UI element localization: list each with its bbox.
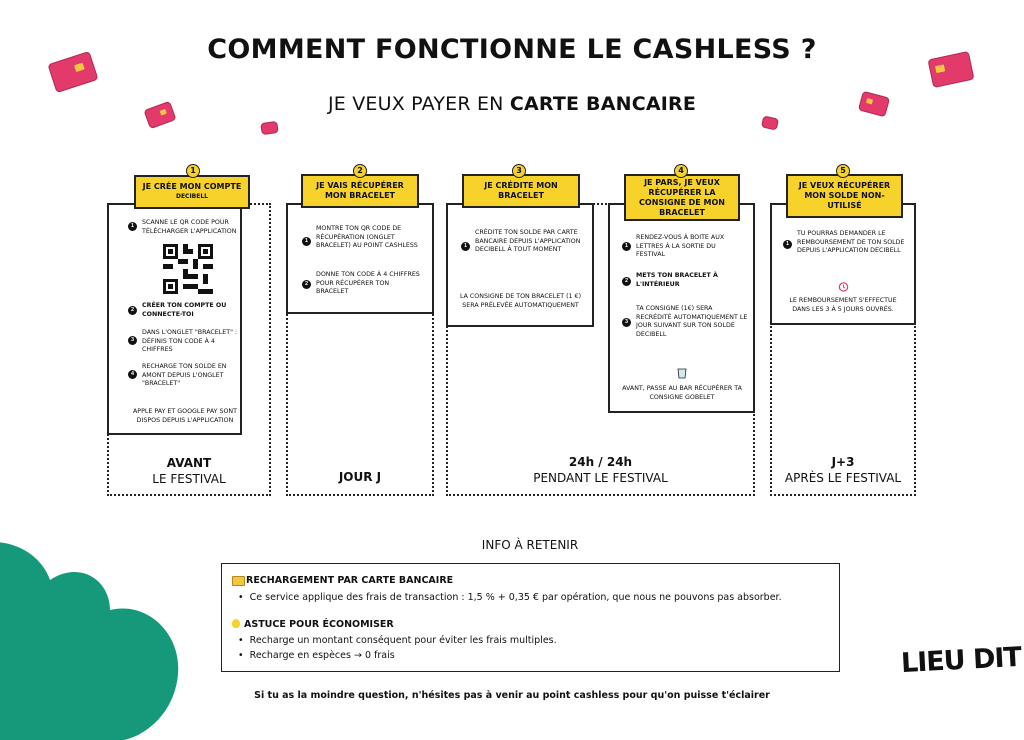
- bullet-1: 1: [302, 237, 311, 246]
- step-1-item-2: CRÉER TON COMPTE OU CONNECTE-TOI: [142, 302, 227, 318]
- step-number-2: 2: [353, 164, 367, 178]
- step-tag-5: JE VEUX RÉCUPÉRER MON SOLDE NON-UTILISÉ: [786, 174, 903, 218]
- bullet-3: 3: [128, 336, 137, 345]
- section1-item: • Ce service applique des frais de transaction : 1,5 % + 0,35 € par opération, que nous ne pouvons pas absorber.: [238, 592, 782, 603]
- timeline-avant: AVANT LE FESTIVAL: [152, 456, 226, 486]
- step-3-note: LA CONSIGNE DE TON BRACELET (1 €) SERA PRÉLEVÉE AUTOMATIQUEMENT: [459, 293, 582, 309]
- lieu-dit-logo: LIEU DIT: [900, 641, 1022, 680]
- footer-text: Si tu as la moindre question, n'hésites pas à venir au point cashless pour qu'on puisse t'éclairer: [254, 690, 770, 701]
- step-tag-3: JE CRÉDITE MON BRACELET: [462, 174, 580, 208]
- card-emoji-icon: [232, 576, 245, 586]
- timeline-pendant: 24h / 24h PENDANT LE FESTIVAL: [533, 455, 668, 485]
- credit-card-icon: [762, 117, 778, 130]
- step-1-item-1: SCANNE LE QR CODE POUR TÉLÉCHARGER L'APPLICATION: [142, 219, 237, 235]
- lightbulb-icon: [232, 619, 240, 628]
- step-tag-4: JE PARS, JE VEUX RÉCUPÉRER LA CONSIGNE DE MON BRACELET: [624, 174, 740, 221]
- step-number-4: 4: [674, 164, 688, 178]
- step-2-item-2: DONNE TON CODE À 4 CHIFFRES POUR RÉCUPÉRER TON BRACELET: [316, 271, 420, 295]
- step-4-item-1: RENDEZ-VOUS À BOITE AUX LETTRES À LA SORTIE DU FESTIVAL: [636, 234, 725, 258]
- step-4-item-3: TA CONSIGNE (1€) SERA RECRÉDITÉ AUTOMATIQUEMENT LE JOUR SUIVANT SUR TON SOLDE DECIBELL: [636, 305, 748, 338]
- step-4-item-2: METS TON BRACELET À L'INTÉRIEUR: [636, 272, 718, 288]
- step-box-1: [107, 203, 242, 435]
- step-number-3: 3: [512, 164, 526, 178]
- step-1-item-3: DANS L'ONGLET "BRACELET" : DÉFINIS TON CODE À 4 CHIFFRES: [142, 329, 238, 353]
- step-5-note: LE REMBOURSEMENT S'EFFECTUE DANS LES 3 À 5 JOURS OUVRÉS.: [789, 297, 897, 313]
- info-box: [221, 563, 840, 672]
- bullet-3: 3: [622, 318, 631, 327]
- step-number-5: 5: [836, 164, 850, 178]
- step-tag-1: JE CRÉE MON COMPTE DECIBELL: [134, 175, 250, 209]
- section2-item: • Recharge un montant conséquent pour éviter les frais multiples.: [238, 635, 557, 646]
- bullet-1: 1: [461, 242, 470, 251]
- step-number-1: 1: [186, 164, 200, 178]
- timeline-jour-j: JOUR J: [338, 470, 382, 484]
- cup-icon: [676, 367, 688, 379]
- bullet-4: 4: [128, 370, 137, 379]
- step-box-2: [286, 203, 434, 314]
- info-title: INFO À RETENIR: [481, 538, 579, 552]
- bullet-2: 2: [128, 306, 137, 315]
- timeline-apres: J+3 APRÈS LE FESTIVAL: [784, 455, 902, 485]
- step-5-item-1: TU POURRAS DEMANDER LE REMBOURSEMENT DE TON SOLDE DEPUIS L'APPLICATION DECIBELL: [797, 230, 905, 254]
- page-subtitle: JE VEUX PAYER EN CARTE BANCAIRE: [327, 93, 697, 115]
- bullet-2: 2: [622, 277, 631, 286]
- alarm-clock-icon: [838, 281, 849, 292]
- bullet-1: 1: [622, 242, 631, 251]
- qr-code-icon[interactable]: [163, 244, 213, 294]
- step-4-note: AVANT, PASSE AU BAR RÉCUPÉRER TA CONSIGNE GOBELET: [622, 385, 742, 401]
- bullet-1: 1: [128, 222, 137, 231]
- step-1-item-4: RECHARGE TON SOLDE EN AMONT DEPUIS L'ONGLET "BRACELET": [142, 363, 227, 387]
- bullet-2: 2: [302, 280, 311, 289]
- step-tag-2: JE VAIS RÉCUPÉRER MON BRACELET: [301, 174, 419, 208]
- section2-title: ASTUCE POUR ÉCONOMISER: [244, 619, 394, 630]
- decibell-brand: DECIBELL: [175, 193, 209, 200]
- step-1-note: APPLE PAY ET GOOGLE PAY SONT DISPOS DEPUIS L'APPLICATION: [132, 408, 237, 424]
- credit-card-icon: [261, 122, 277, 134]
- section1-title: RECHARGEMENT PAR CARTE BANCAIRE: [246, 575, 454, 586]
- section2-item: • Recharge en espèces → 0 frais: [238, 650, 395, 661]
- step-2-item-1: MONTRE TON QR CODE DE RÉCUPÉRATION (ONGLET BRACELET) AU POINT CASHLESS: [316, 225, 418, 249]
- step-3-item-1: CRÉDITE TON SOLDE PAR CARTE BANCAIRE DEPUIS L'APPLICATION DECIBELL À TOUT MOMENT: [475, 229, 581, 253]
- page-title: COMMENT FONCTIONNE LE CASHLESS ?: [207, 34, 817, 65]
- bullet-1: 1: [783, 240, 792, 249]
- green-blob-decoration: [0, 540, 215, 740]
